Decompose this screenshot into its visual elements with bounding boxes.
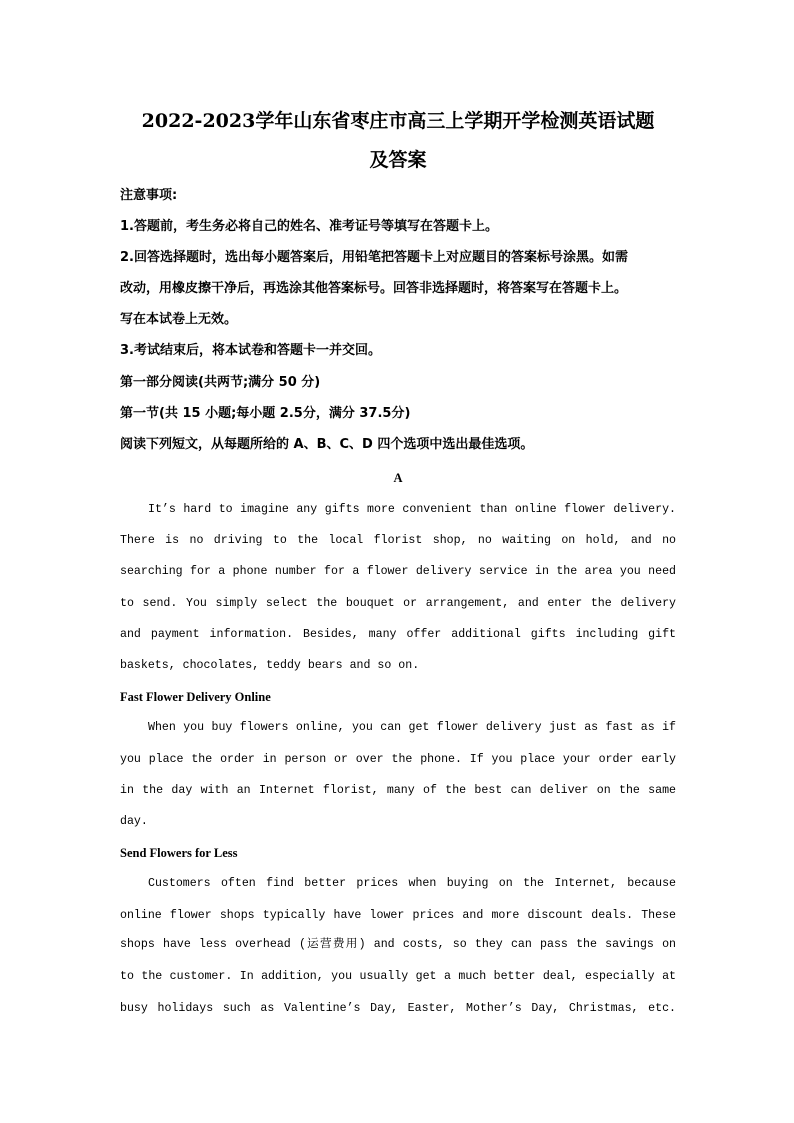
para3-line: online flower shops typically have lower prices and more discount deals. These — [120, 909, 676, 922]
part-heading: 第一部分阅读(共两节;满分 50 分) — [120, 375, 321, 390]
section-heading: 第一节(共 15 小题;每小题 2.5分，满分 37.5分) — [120, 406, 411, 421]
note-2-cont: 改动，用橡皮擦干净后，再选涂其他答案标号。回答非选择题时，将答案写在答题卡上。 — [120, 281, 628, 296]
passage-label: A — [393, 471, 403, 485]
subheading-send-for-less: Send Flowers for Less — [120, 846, 238, 860]
note-3: 3.考试结束后，将本试卷和答题卡一并交回。 — [120, 343, 381, 358]
subheading-fast-delivery: Fast Flower Delivery Online — [120, 690, 271, 704]
para2-line: you place the order in person or over the phone. If you place your order early — [120, 753, 676, 766]
para1-line: to send. You simply select the bouquet or arrangement, and enter the delivery — [120, 597, 676, 610]
para1-line: baskets, chocolates, teddy bears and so on. — [120, 659, 420, 672]
document-title-line-1: 2022-2023学年山东省枣庄市高三上学期开学检测英语试题 — [141, 110, 655, 132]
para1-line: searching for a phone number for a flower delivery service in the area you need — [120, 565, 676, 578]
para2-line: When you buy flowers online, you can get flower delivery just as fast as if — [148, 721, 676, 734]
para1-line: There is no driving to the local florist shop, no waiting on hold, and no — [120, 534, 676, 547]
para3-line: busy holidays such as Valentine’s Day, Easter, Mother’s Day, Christmas, etc. — [120, 1002, 676, 1015]
para3-line: to the customer. In addition, you usually get a much better deal, especially at — [120, 970, 676, 983]
para2-line: day. — [120, 815, 148, 828]
instructions: 阅读下列短文，从每题所给的 A、B、C、D 四个选项中选出最佳选项。 — [120, 437, 534, 452]
note-1: 1.答题前，考生务必将自己的姓名、准考证号等填写在答题卡上。 — [120, 219, 498, 234]
para1-line: and payment information. Besides, many offer additional gifts including gift — [120, 628, 676, 641]
notes-heading: 注意事项: — [120, 188, 178, 203]
para2-line: in the day with an Internet florist, many of the best can deliver on the same — [120, 784, 676, 797]
para1-line: It’s hard to imagine any gifts more convenient than online flower delivery. — [148, 503, 676, 516]
para3-line: shops have less overhead (运营费用) and costs, so they can pass the savings on — [120, 938, 676, 951]
note-2-cont2: 写在本试卷上无效。 — [120, 312, 238, 327]
para3-line: Customers often find better prices when buying on the Internet, because — [148, 877, 676, 890]
note-2: 2.回答选择题时，选出每小题答案后，用铅笔把答题卡上对应题目的答案标号涂黑。如需 — [120, 250, 628, 265]
document-title-line-2: 及答案 — [369, 149, 427, 171]
